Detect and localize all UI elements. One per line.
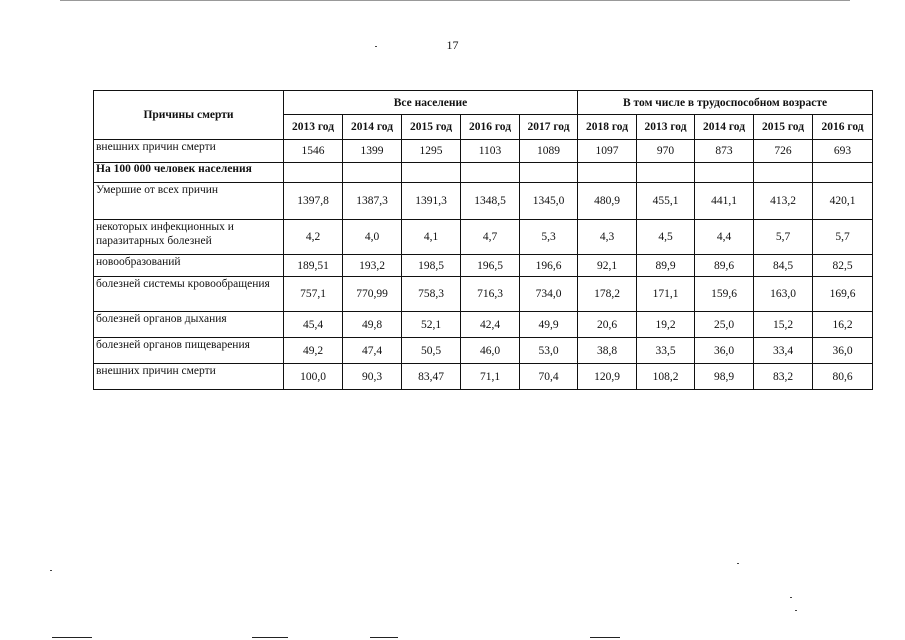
value-cell: 970 <box>637 140 695 163</box>
value-cell: 171,1 <box>637 277 695 312</box>
value-cell: 49,9 <box>520 312 578 338</box>
empty-cell <box>813 163 873 183</box>
value-cell: 19,2 <box>637 312 695 338</box>
value-cell: 52,1 <box>402 312 461 338</box>
cause-cell: болезней органов пищеварения <box>94 338 284 364</box>
value-cell: 33,5 <box>637 338 695 364</box>
scan-speck <box>50 570 52 571</box>
value-cell: 169,6 <box>813 277 873 312</box>
value-cell: 413,2 <box>754 183 813 220</box>
value-cell: 100,0 <box>284 364 343 390</box>
year-header: 2014 год <box>695 115 754 140</box>
value-cell: 16,2 <box>813 312 873 338</box>
cause-column-header: Причины смерти <box>94 91 284 140</box>
value-cell: 1089 <box>520 140 578 163</box>
value-cell: 196,6 <box>520 255 578 277</box>
year-header: 2015 год <box>754 115 813 140</box>
value-cell: 46,0 <box>461 338 520 364</box>
empty-cell <box>461 163 520 183</box>
scan-edge-top <box>60 0 850 1</box>
value-cell: 178,2 <box>578 277 637 312</box>
value-cell: 4,4 <box>695 220 754 255</box>
mortality-table <box>93 90 873 390</box>
group-header-all-population: Все население <box>284 91 578 115</box>
page-number: 17 <box>446 38 459 52</box>
value-cell: 4,2 <box>284 220 343 255</box>
year-header: 2015 год <box>402 115 461 140</box>
table-row <box>94 338 873 364</box>
section-title: На 100 000 человек населения <box>94 163 284 183</box>
year-header: 2013 год <box>637 115 695 140</box>
value-cell: 4,1 <box>402 220 461 255</box>
value-cell: 50,5 <box>402 338 461 364</box>
empty-cell <box>637 163 695 183</box>
value-cell: 83,2 <box>754 364 813 390</box>
value-cell: 25,0 <box>695 312 754 338</box>
value-cell: 1387,3 <box>343 183 402 220</box>
empty-cell <box>402 163 461 183</box>
value-cell: 757,1 <box>284 277 343 312</box>
year-header: 2014 год <box>343 115 402 140</box>
value-cell: 693 <box>813 140 873 163</box>
value-cell: 89,9 <box>637 255 695 277</box>
table-row <box>94 163 873 183</box>
value-cell: 20,6 <box>578 312 637 338</box>
value-cell: 120,9 <box>578 364 637 390</box>
value-cell: 70,4 <box>520 364 578 390</box>
empty-cell <box>695 163 754 183</box>
value-cell: 196,5 <box>461 255 520 277</box>
value-cell: 4,0 <box>343 220 402 255</box>
value-cell: 36,0 <box>813 338 873 364</box>
value-cell: 758,3 <box>402 277 461 312</box>
value-cell: 5,7 <box>754 220 813 255</box>
empty-cell <box>754 163 813 183</box>
value-cell: 89,6 <box>695 255 754 277</box>
value-cell: 49,2 <box>284 338 343 364</box>
value-cell: 15,2 <box>754 312 813 338</box>
value-cell: 84,5 <box>754 255 813 277</box>
table-row <box>94 255 873 277</box>
value-cell: 163,0 <box>754 277 813 312</box>
year-header: 2018 год <box>578 115 637 140</box>
cause-cell: новообразований <box>94 255 284 277</box>
empty-cell <box>284 163 343 183</box>
cause-cell: Умершие от всех причин <box>94 183 284 220</box>
value-cell: 47,4 <box>343 338 402 364</box>
year-header: 2013 год <box>284 115 343 140</box>
scan-edge-bottom-right <box>590 637 620 638</box>
empty-cell <box>578 163 637 183</box>
value-cell: 53,0 <box>520 338 578 364</box>
value-cell: 441,1 <box>695 183 754 220</box>
value-cell: 1397,8 <box>284 183 343 220</box>
value-cell: 734,0 <box>520 277 578 312</box>
value-cell: 1103 <box>461 140 520 163</box>
value-cell: 455,1 <box>637 183 695 220</box>
value-cell: 98,9 <box>695 364 754 390</box>
value-cell: 1399 <box>343 140 402 163</box>
value-cell: 49,8 <box>343 312 402 338</box>
scan-speck <box>737 563 739 564</box>
value-cell: 38,8 <box>578 338 637 364</box>
table-row <box>94 220 873 255</box>
value-cell: 36,0 <box>695 338 754 364</box>
cause-cell: некоторых инфекционных и паразитарных болезней <box>94 220 284 255</box>
scan-edge-bottom-mid <box>252 637 288 638</box>
table-row <box>94 140 873 163</box>
value-cell: 1348,5 <box>461 183 520 220</box>
value-cell: 5,7 <box>813 220 873 255</box>
value-cell: 189,51 <box>284 255 343 277</box>
value-cell: 1097 <box>578 140 637 163</box>
value-cell: 90,3 <box>343 364 402 390</box>
cause-cell: внешних причин смерти <box>94 140 284 163</box>
value-cell: 92,1 <box>578 255 637 277</box>
value-cell: 5,3 <box>520 220 578 255</box>
value-cell: 108,2 <box>637 364 695 390</box>
group-header-working-age: В том числе в трудоспособном возрасте <box>578 91 873 115</box>
table-row <box>94 183 873 220</box>
value-cell: 71,1 <box>461 364 520 390</box>
empty-cell <box>520 163 578 183</box>
value-cell: 83,47 <box>402 364 461 390</box>
value-cell: 726 <box>754 140 813 163</box>
table-row <box>94 364 873 390</box>
value-cell: 4,3 <box>578 220 637 255</box>
value-cell: 770,99 <box>343 277 402 312</box>
value-cell: 42,4 <box>461 312 520 338</box>
value-cell: 198,5 <box>402 255 461 277</box>
value-cell: 193,2 <box>343 255 402 277</box>
scan-edge-bottom-left <box>52 637 92 638</box>
year-header: 2017 год <box>520 115 578 140</box>
year-header: 2016 год <box>461 115 520 140</box>
value-cell: 1391,3 <box>402 183 461 220</box>
cause-cell: внешних причин смерти <box>94 364 284 390</box>
value-cell: 82,5 <box>813 255 873 277</box>
value-cell: 480,9 <box>578 183 637 220</box>
value-cell: 33,4 <box>754 338 813 364</box>
value-cell: 716,3 <box>461 277 520 312</box>
value-cell: 80,6 <box>813 364 873 390</box>
value-cell: 45,4 <box>284 312 343 338</box>
empty-cell <box>343 163 402 183</box>
scan-speck <box>790 597 792 598</box>
value-cell: 873 <box>695 140 754 163</box>
cause-cell: болезней органов дыхания <box>94 312 284 338</box>
table-row <box>94 312 873 338</box>
scan-edge-bottom-mid2 <box>370 637 398 638</box>
value-cell: 4,7 <box>461 220 520 255</box>
value-cell: 1345,0 <box>520 183 578 220</box>
year-header: 2016 год <box>813 115 873 140</box>
table-row <box>94 277 873 312</box>
scan-speck <box>795 610 797 611</box>
value-cell: 1546 <box>284 140 343 163</box>
value-cell: 1295 <box>402 140 461 163</box>
cause-cell: болезней системы кровообращения <box>94 277 284 312</box>
value-cell: 4,5 <box>637 220 695 255</box>
value-cell: 159,6 <box>695 277 754 312</box>
value-cell: 420,1 <box>813 183 873 220</box>
